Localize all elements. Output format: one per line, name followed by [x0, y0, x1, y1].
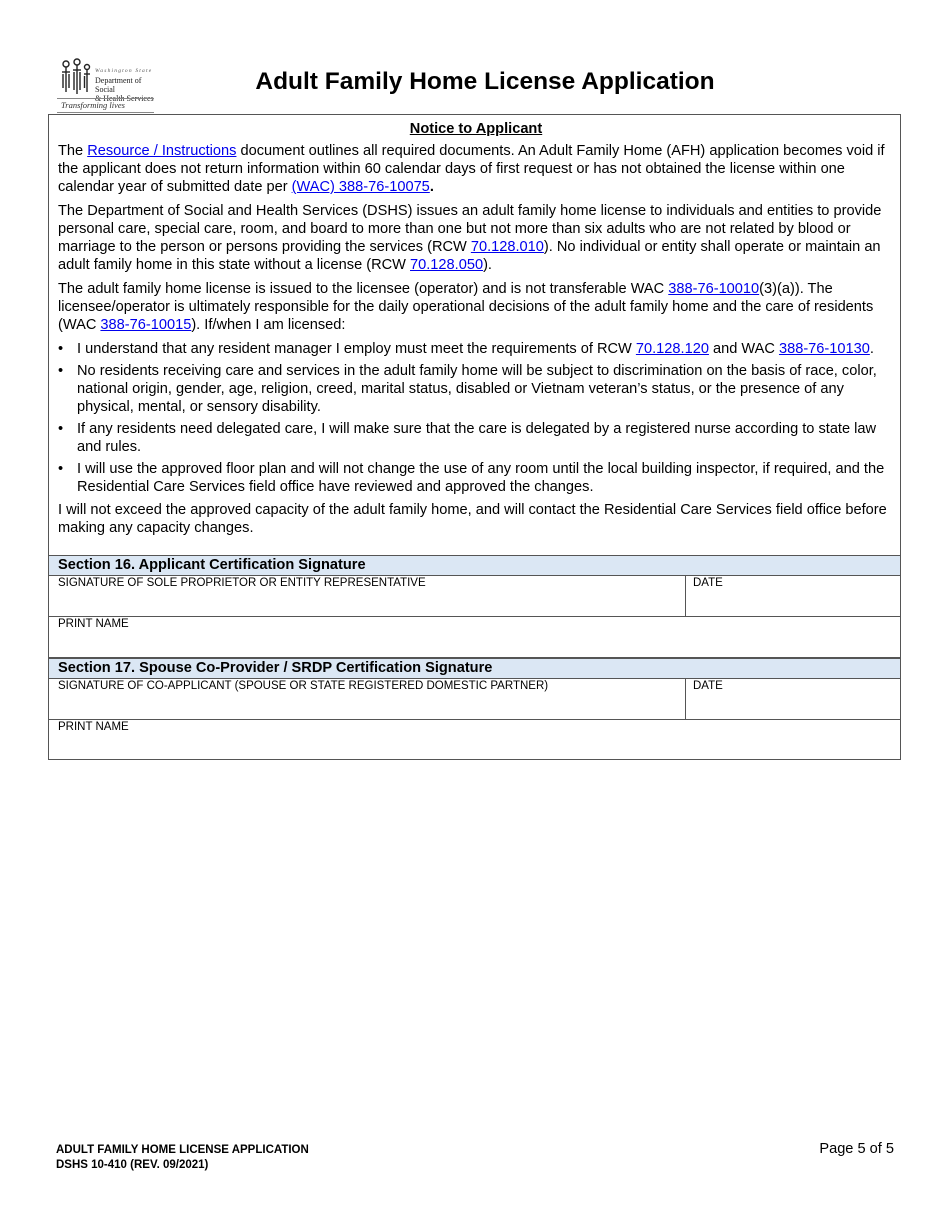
notice-paragraph-3: The adult family home license is issued to the licensee (operator) and is not transferable WAC 388-76-10010(3)(a)). The licensee/operator is ultimately responsible for the daily operational decisions of the adult family home and the care of residents (WAC 388-76-10015). If/when I am licensed: — [58, 281, 874, 333]
list-item: • I understand that any resident manager I employ must meet the requirements of RCW 70.128.120 and WAC 388-76-10130. — [58, 341, 874, 357]
page-title: Adult Family Home License Application — [255, 68, 715, 95]
logo-tagline: Transforming lives — [61, 100, 125, 110]
wac-388-76-10130-link[interactable]: 388-76-10130 — [778, 341, 870, 357]
applicant-signature-field[interactable] — [49, 576, 685, 616]
wac-388-76-10015-link[interactable]: 388-76-10015 — [100, 317, 192, 333]
dshs-logo — [57, 58, 157, 114]
notice-heading: Notice to Applicant — [409, 121, 543, 137]
wac-388-76-10075-link[interactable]: (WAC) 388-76-10075 — [291, 179, 430, 195]
footer-form-title: ADULT FAMILY HOME LICENSE APPLICATION — [56, 1144, 309, 1156]
logo-agency-name: Washington State Department of Social & Health Services — [95, 68, 154, 103]
rcw-70-128-050-link[interactable]: 70.128.050 — [410, 257, 484, 273]
field-label: SIGNATURE OF SOLE PROPRIETOR OR ENTITY REPRESENTATIVE — [58, 577, 426, 589]
applicant-print-name-field[interactable] — [49, 617, 900, 657]
section-17-signature-row — [49, 679, 900, 720]
co-applicant-date-field[interactable] — [685, 679, 900, 719]
resource-instructions-link[interactable]: Resource / Instructions — [87, 143, 237, 159]
notice-bullet-list — [58, 340, 894, 496]
field-label: SIGNATURE OF CO-APPLICANT (SPOUSE OR STATE REGISTERED DOMESTIC PARTNER) — [58, 680, 549, 692]
notice-paragraph-1: The Resource / Instructions document outlines all required documents. An Adult Family Home (AFH) application becomes void if the applicant does not return information within 60 calendar days of first request or has not obtained the license within one calendar year of submitted date per (WAC) 388-76-10075. — [58, 143, 885, 195]
footer-form-info — [56, 1143, 309, 1173]
application-form — [48, 114, 901, 760]
co-applicant-signature-field[interactable] — [49, 679, 685, 719]
section-16-print-name-row — [49, 617, 900, 658]
section-17-heading: Section 17. Spouse Co-Provider / SRDP Certification Signature — [49, 658, 900, 679]
field-label: DATE — [693, 680, 723, 692]
notice-to-applicant — [58, 120, 894, 543]
notice-closing: I will not exceed the approved capacity of the adult family home, and will contact the Residential Care Services field office before making any capacity changes. — [58, 502, 887, 536]
field-label: PRINT NAME — [58, 618, 129, 630]
rcw-70-128-120-link[interactable]: 70.128.120 — [635, 341, 709, 357]
footer-form-number: DSHS 10-410 (REV. 09/2021) — [56, 1159, 209, 1171]
wac-388-76-10010-link[interactable]: 388-76-10010 — [668, 281, 760, 297]
notice-paragraph-2: The Department of Social and Health Services (DSHS) issues an adult family home license to individuals and entities to provide personal care, special care, room, and board to more than one but not more than six adults who are not related by blood or marriage to the person or persons providing the services (RCW 70.128.010). No individual or entity shall operate or maintain an adult family home in this state without a license (RCW 70.128.050). — [58, 203, 882, 273]
rcw-70-128-010-link[interactable]: 70.128.010 — [470, 239, 544, 255]
section-16-signature-row — [49, 576, 900, 617]
page-number: Page 5 of 5 — [819, 1141, 894, 1157]
section-16-heading: Section 16. Applicant Certification Signature — [49, 555, 900, 576]
section-17-print-name-row — [49, 720, 900, 760]
list-item: • If any residents need delegated care, I will make sure that the care is delegated by a registered nurse according to state law and rules. — [58, 421, 877, 455]
list-item: • I will use the approved floor plan and will not change the use of any room until the local building inspector, if required, and the Residential Care Services field office have reviewed and approved the changes. — [58, 461, 885, 495]
applicant-date-field[interactable] — [685, 576, 900, 616]
list-item: • No residents receiving care and services in the adult family home will be subject to discrimination on the basis of race, color, national origin, gender, age, religion, creed, marital status, disabled or Vietnam veteran’s status, or the presence of any physical, mental, or sensory disability. — [58, 363, 877, 415]
field-label: DATE — [693, 577, 723, 589]
field-label: PRINT NAME — [58, 721, 129, 733]
co-applicant-print-name-field[interactable] — [49, 720, 900, 760]
family-figures-icon — [59, 58, 93, 96]
